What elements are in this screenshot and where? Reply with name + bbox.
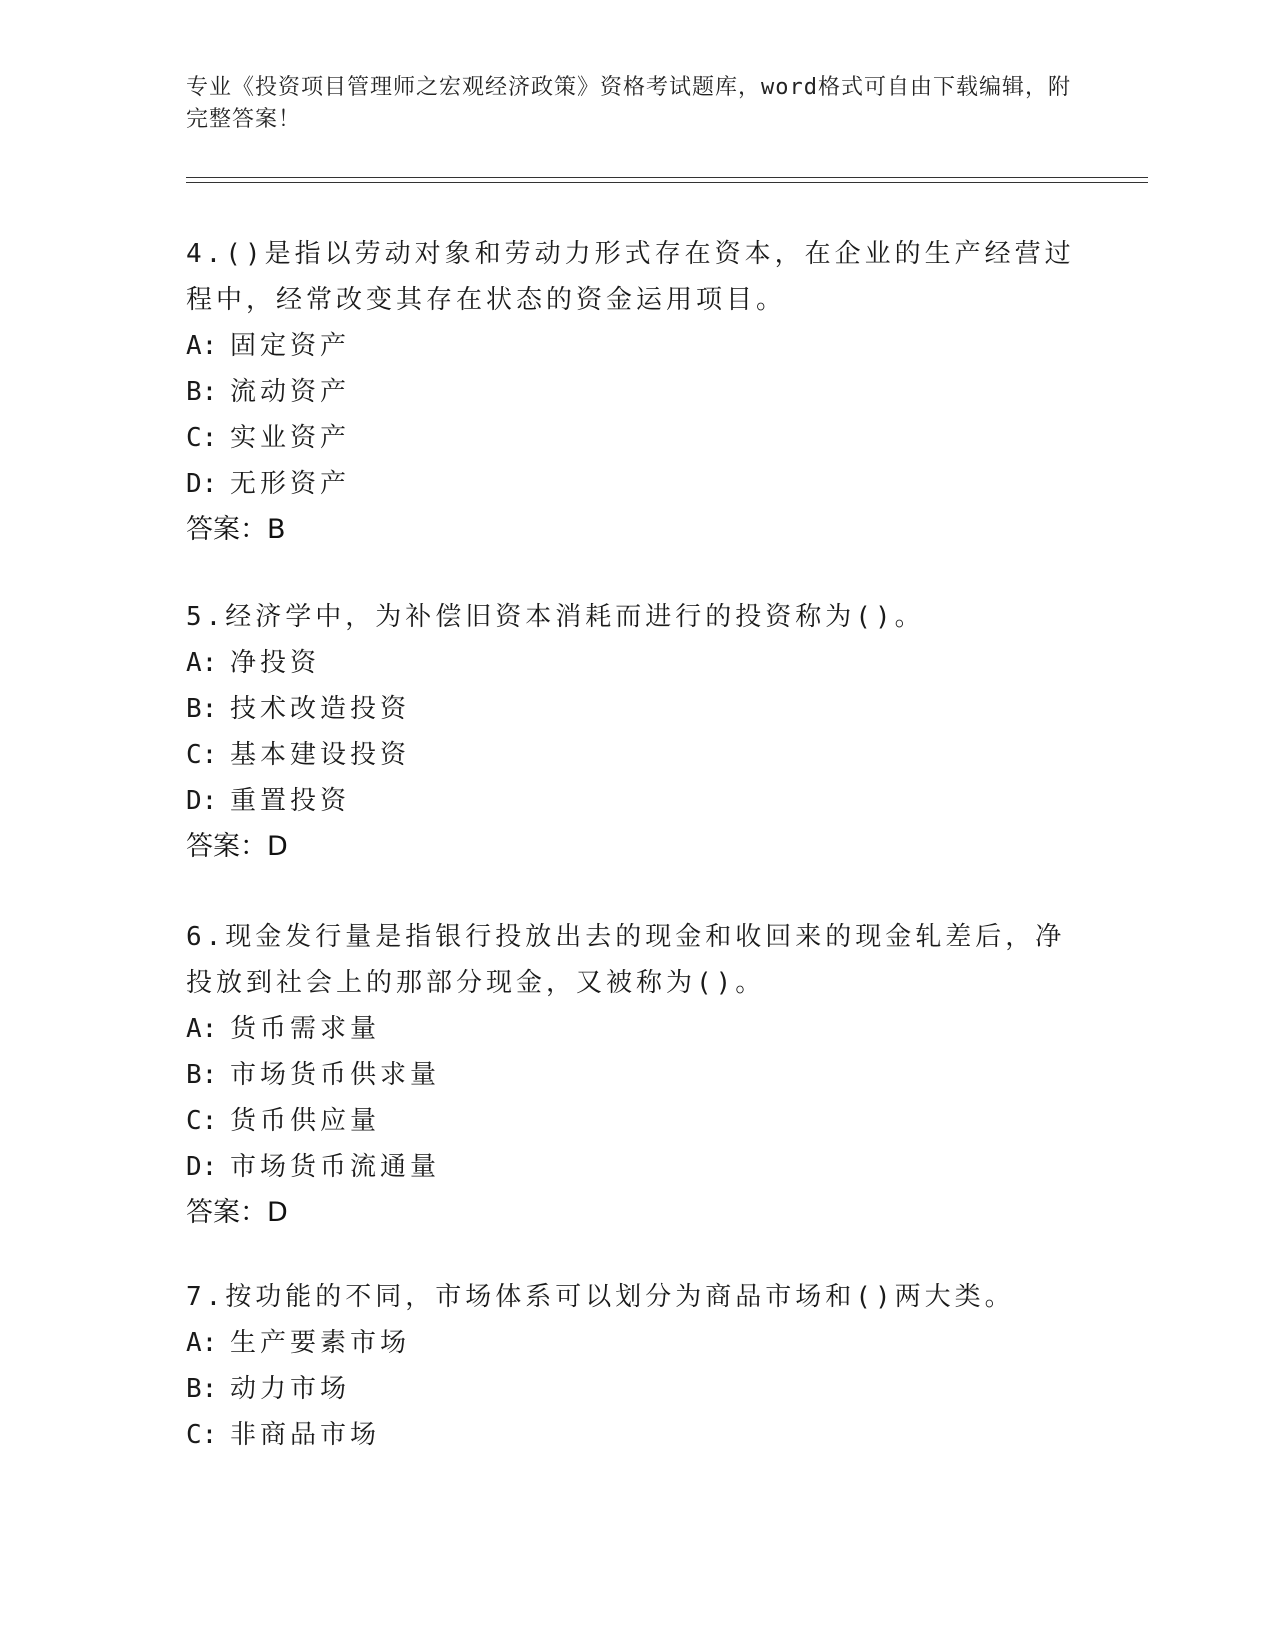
document-header — [186, 72, 1086, 136]
option-b — [186, 1366, 1086, 1412]
header-divider-bottom — [186, 182, 1148, 183]
option-letter: A: — [186, 1014, 218, 1044]
question-7 — [186, 1274, 1086, 1458]
option-letter: A: — [186, 331, 218, 361]
option-letter: C: — [186, 740, 218, 770]
question-text: 4.()是指以劳动对象和劳动力形式存在资本，在企业的生产经营过程中，经常改变其存在状态的资金运用项目。 — [186, 239, 1075, 315]
answer: 答案：D — [186, 1197, 288, 1228]
option-a — [186, 640, 1086, 686]
question-text: 6.现金发行量是指银行投放出去的现金和收回来的现金轧差后，净投放到社会上的那部分现金，又被称为()。 — [186, 922, 1066, 998]
option-letter: B: — [186, 377, 218, 407]
option-letter: C: — [186, 423, 218, 453]
option-letter: D: — [186, 469, 218, 499]
answer: 答案：B — [186, 514, 286, 545]
option-text: 非商品市场 — [230, 1420, 381, 1450]
header-title: 专业《投资项目管理师之宏观经济政策》资格考试题库，word格式可自由下载编辑，附完整答案！ — [186, 75, 1071, 132]
option-d — [186, 461, 1086, 507]
question-text: 5.经济学中，为补偿旧资本消耗而进行的投资称为()。 — [186, 602, 925, 632]
option-text: 重置投资 — [230, 786, 351, 816]
option-text: 市场货币流通量 — [230, 1152, 441, 1182]
option-text: 无形资产 — [230, 469, 351, 499]
header-divider-top — [186, 177, 1148, 178]
option-d — [186, 778, 1086, 824]
option-letter: C: — [186, 1106, 218, 1136]
question-6 — [186, 914, 1086, 1236]
option-a — [186, 1006, 1086, 1052]
option-text: 货币需求量 — [230, 1014, 381, 1044]
option-text: 货币供应量 — [230, 1106, 381, 1136]
option-letter: B: — [186, 1374, 218, 1404]
option-a — [186, 1320, 1086, 1366]
option-d — [186, 1144, 1086, 1190]
option-text: 技术改造投资 — [230, 694, 411, 724]
option-b — [186, 686, 1086, 732]
question-5 — [186, 594, 1086, 870]
option-letter: B: — [186, 1060, 218, 1090]
option-c — [186, 1098, 1086, 1144]
option-text: 实业资产 — [230, 423, 351, 453]
option-text: 流动资产 — [230, 377, 351, 407]
option-letter: C: — [186, 1420, 218, 1450]
option-c — [186, 732, 1086, 778]
option-text: 固定资产 — [230, 331, 351, 361]
option-letter: A: — [186, 648, 218, 678]
option-text: 净投资 — [230, 648, 321, 678]
option-b — [186, 369, 1086, 415]
option-a — [186, 323, 1086, 369]
option-c — [186, 415, 1086, 461]
question-4 — [186, 231, 1086, 553]
option-b — [186, 1052, 1086, 1098]
answer: 答案：D — [186, 831, 288, 862]
option-c — [186, 1412, 1086, 1458]
option-letter: D: — [186, 786, 218, 816]
option-letter: A: — [186, 1328, 218, 1358]
option-letter: B: — [186, 694, 218, 724]
option-text: 基本建设投资 — [230, 740, 411, 770]
question-text: 7.按功能的不同，市场体系可以划分为商品市场和()两大类。 — [186, 1282, 1015, 1312]
option-letter: D: — [186, 1152, 218, 1182]
option-text: 市场货币供求量 — [230, 1060, 441, 1090]
option-text: 动力市场 — [230, 1374, 351, 1404]
option-text: 生产要素市场 — [230, 1328, 411, 1358]
